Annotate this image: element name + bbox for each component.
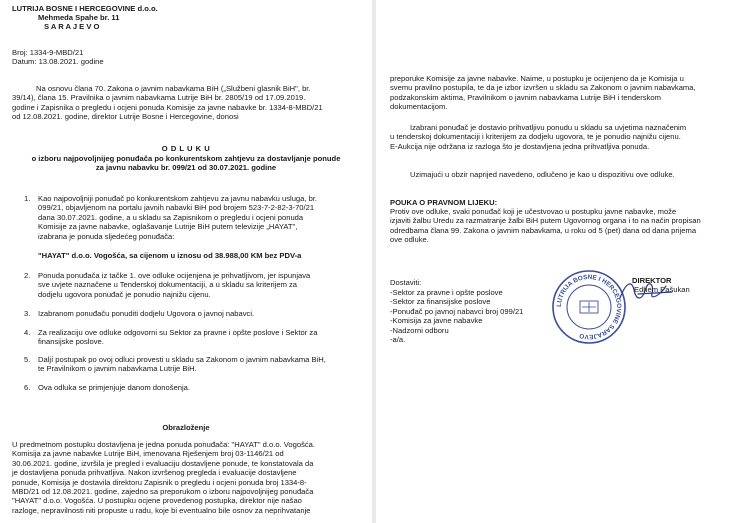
distribution-item: -Nadzorni odboru (390, 325, 449, 335)
item-number: 6. (24, 383, 31, 392)
intro-line: 39/14), člana 15. Pravilnika o javnim nabavkama Lutrije BiH br. 2805/19 od 17.09.2019. (12, 93, 306, 103)
paragraph-line: Izabrani ponuđač je dostavio prihvatljivu ponudu u skladu sa uvjetima naznačenim (410, 123, 687, 132)
selected-bidder: "HAYAT" d.o.o. Vogošća, sa cijenom u iznosu od 38.988,00 KM bez PDV-a (38, 251, 302, 260)
item-number: 2. (24, 271, 31, 280)
selected-bidder-paragraph (390, 123, 742, 151)
decision-item-5 (38, 355, 368, 374)
continuation-line: dokumentacijom. (390, 102, 448, 112)
legal-remedy-heading: POUKA O PRAVNOM LIJEKU: (390, 198, 498, 207)
continuation-line: podzakonskim aktima, Pravilnikom o javnim nabavkama Lutrije BiH i tenderskom (390, 92, 661, 102)
item-line: Komisije za javne nabavke, oglašavanje Lutrije BiH putem televizije „HAYAT", (38, 222, 298, 232)
intro-line: godine i Zapisnika o pregledu i ocjeni ponuda Komisije za javne nabavke br. 1334-8-MBD/21 (12, 102, 323, 112)
distribution-item: -a/a. (390, 335, 406, 345)
distribution-list (390, 288, 560, 344)
distribution-item: -Komisija za javne nabavke (390, 316, 483, 326)
item-number: 4. (24, 328, 31, 337)
distribution-heading: Dostaviti: (390, 278, 422, 287)
decision-item-1 (38, 194, 368, 241)
explanation-paragraph (12, 440, 366, 515)
item-number: 5. (24, 355, 31, 364)
document-date: Datum: 13.08.2021. godine (12, 57, 104, 66)
paragraph-line: E-Aukcija nije održana iz razloga što je dostavljena jedna prihvatljiva ponuda. (390, 141, 650, 151)
remedy-line: odredbama člana 99. Zakona o javnim nabavkama, u roku od 5 (pet) dana od dana prijema (390, 225, 697, 235)
explanation-continuation (390, 74, 742, 112)
decision-item-3: Izabranom ponuđaču ponuditi dodjelu Ugovora o javnoj nabavci. (38, 309, 255, 318)
item-line: 099/21, objavljenom na portalu javnih nabavki BiH pod brojem 523-7-2-82-3-70/21 (38, 203, 315, 213)
stamp-text: LUTRIJA BOSNE I HERCEGOVINE SARAJEVO (555, 273, 623, 341)
item-line: Ponuda ponuđača iz tačke 1. ove odluke ocijenjena je prihvatljivom, jer ispunjava (38, 271, 311, 280)
org-address: Mehmeda Spahe br. 11 (38, 13, 120, 22)
continuation-line: svemu pravilno postupila, te da je izbor izvršen u skladu sa Zakonom o javnim nabavkama, (390, 83, 696, 93)
distribution-item: -Ponuđač po javnoj nabavci broj 099/21 (390, 306, 524, 316)
decision-subtitle-2: za javnu nabavku br. 099/21 od 30.07.2021. godine (95, 163, 277, 172)
document-number: Broj: 1334-9-MBD/21 (12, 48, 84, 57)
document-page-left (0, 0, 372, 523)
decision-subtitle-1: o izboru najpovoljnijeg ponuđača po konkurentskom zahtjevu za dostavljanje ponude (31, 154, 341, 163)
director-name: Edhem Pašukan (634, 285, 690, 294)
remedy-line: Protiv ove odluke, svaki ponuđač koji je učestvovao u postupku javne nabavke, može (390, 207, 677, 216)
explanation-heading: Obrazloženje (162, 423, 210, 432)
item-line: Za realizaciju ove odluke odgovorni su Sektor za pravne i opšte poslove i Sektor za (38, 328, 318, 337)
distribution-item: -Sektor za finansijske poslove (390, 297, 491, 307)
explanation-line: MBD/21 od 12.08.2021. godine, zajedno sa preporukom o izboru najpovoljnijeg ponuđača (12, 487, 314, 497)
explanation-line: Komisija za javne nabavke Lutrije BiH, imenovana Rješenjem broj 03-1146/21 od (12, 449, 284, 459)
document-page-right (376, 0, 750, 523)
intro-paragraph (12, 84, 364, 122)
remedy-line: ove odluke. (390, 235, 429, 245)
legal-remedy-paragraph (390, 207, 744, 245)
item-line: sve uvjete naznačene u Tenderskoj dokumentaciji, a u skladu sa kriterijem za (38, 280, 298, 290)
explanation-line: U predmetnom postupku dostavljena je jedna ponuda ponuđača: "HAYAT" d.o.o. Vogošća. (12, 440, 316, 449)
explanation-line: "HAYAT" d.o.o. Vogošća. U postupku ocjene provedenog postupka, direktor nije našao (12, 496, 302, 506)
decision-item-6: Ova odluka se primjenjuje danom donošenja. (38, 383, 190, 392)
director-title: DIREKTOR (632, 276, 672, 285)
item-line: Daljí postupak po ovoj odluci provesti u skladu sa Zakonom o javnim nabavkama BiH, (38, 355, 326, 364)
explanation-line: 30.06.2021. godine, izvršila je pregled i evaluaciju dostavljene ponude, te konstatovala da (12, 458, 314, 468)
continuation-line: preporuke Komisije za javne nabavke. Naime, u postupku je ocijenjeno da je Komisija u (390, 74, 684, 83)
item-line: te Pravilnikom o javnim nabavkama Lutrije BiH. (38, 364, 197, 374)
decision-title: O D L U K U (161, 144, 211, 153)
org-name: LUTRIJA BOSNE I HERCEGOVINE d.o.o. (12, 4, 158, 13)
remedy-line: izjaviti žalbu Uredu za razmatranje žalbi BiH putem Ugovornog organa i to na način propisan (390, 216, 701, 226)
intro-line: od 12.08.2021. godine, direktor Lutrije Bosne i Hercegovine, donosi (12, 112, 239, 122)
decision-item-4 (38, 328, 368, 347)
decision-item-2 (38, 271, 368, 299)
intro-line: Na osnovu člana 70. Zakona o javnim nabavkama BiH („Službeni glasnik BiH", br. (36, 84, 311, 93)
item-line: Kao najpovoljniji ponuđač po konkurentskom zahtjevu za javnu nabavku usluga, br. (38, 194, 318, 203)
item-number: 3. (24, 309, 31, 318)
conclusion-line: Uzimajući u obzir naprijed navedeno, odlučeno je kao u dispozitivu ove odluke. (410, 170, 675, 179)
explanation-line: ponude, Komisija je dostavila direktoru Zapisnik o pregledu i ocjeni ponuda broj 1334-8- (12, 477, 307, 487)
explanation-line: je dostavljena ponuda prihvatljiva. Nakon izvršenog pregleda i evaluacije dostavljene (12, 468, 297, 478)
distribution-item: -Sektor za pravne i opšte poslove (390, 288, 503, 297)
item-line: dodjelu ugovora ponuđač je ponudio najnižu cijenu. (38, 289, 211, 299)
item-line: izabrana je ponuda sljedećeg ponuđača: (38, 231, 175, 241)
explanation-line: razloge, nepravilnosti niti propuste u radu, koje bi eventualno bile osnov za neprihvatanje (12, 505, 311, 515)
paragraph-line: u tenderskoj dokumentaciji i kriterijem za dodjelu ugovora, te je ponudio najnižu cijenu. (390, 132, 681, 142)
org-city: S A R A J E V O (44, 22, 100, 31)
item-line: finansijske poslove. (38, 337, 104, 347)
item-line: dana 30.07.2021. godine, a u skladu sa Zapisnikom o pregledu i ocjeni ponuda (38, 212, 304, 222)
item-number: 1. (24, 194, 31, 203)
